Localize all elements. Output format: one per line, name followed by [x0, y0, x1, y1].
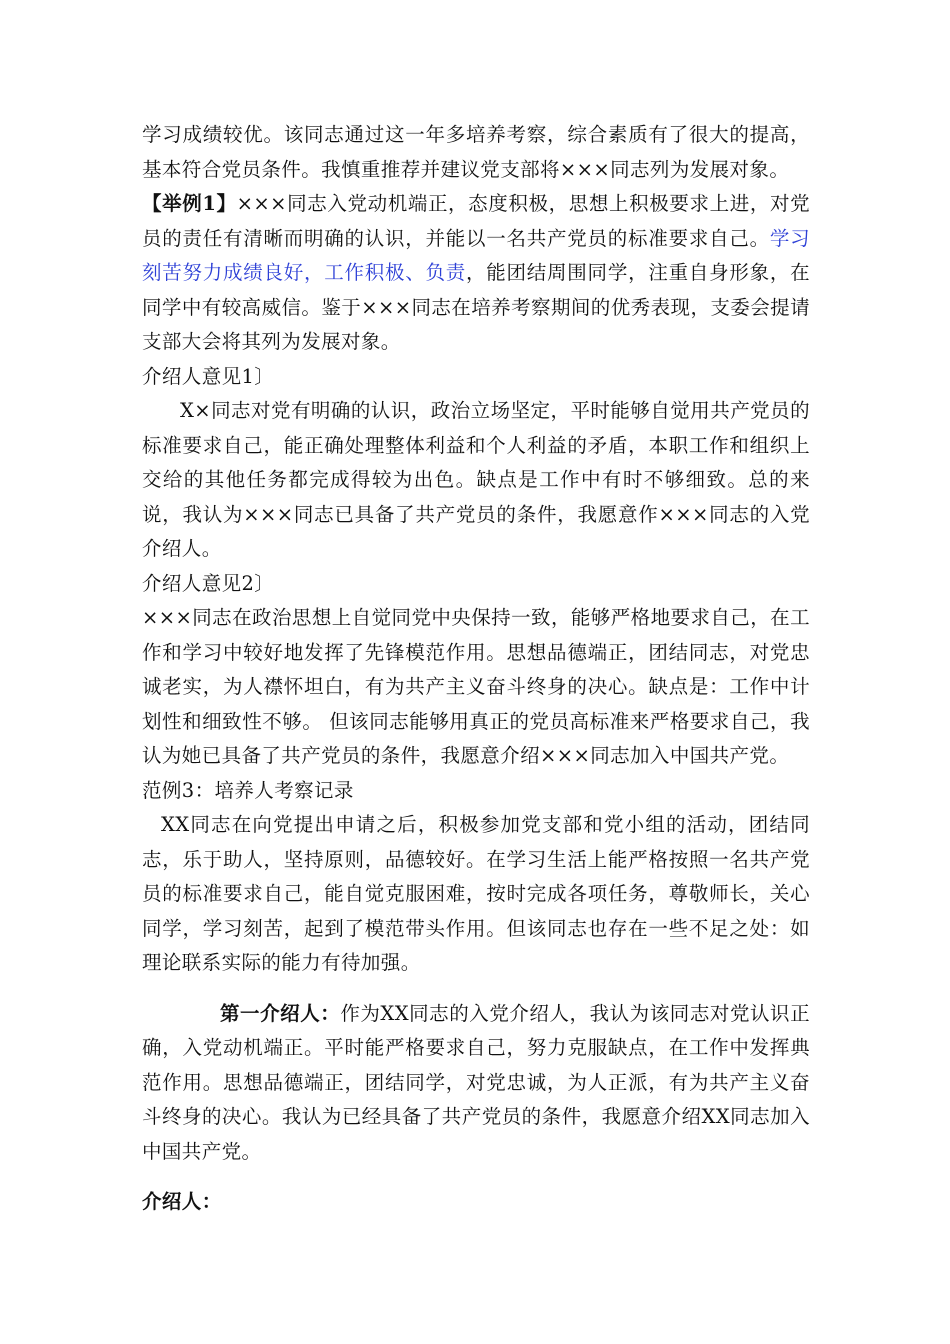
example-3-text: XX同志在向党提出申请之后，积极参加党支部和党小组的活动，团结同志，乐于助人，坚持原则，品德较好。在学习生活上能严格按照一名共产党员的标准要求自己，能自觉克服困难，按时完成各项任务，尊敬师长，关心同学，学习刻苦，起到了模范带头作用。但该同志也存在一些不足之处：如理论联系实际的能力有待加强。	[142, 813, 810, 974]
example-1-label: 【举例1】	[142, 192, 237, 215]
example-3-heading: 范例3：培养人考察记录	[142, 778, 354, 802]
introducer-signature-label: 介绍人：	[142, 1190, 222, 1213]
introducer-opinion-2-text: ×××同志在政治思想上自觉同党中央保持一致，能够严格地要求自己，在工作和学习中较好地发挥了先锋模范作用。思想品德端正，团结同志，对党忠诚老实，为人襟怀坦白，有为共产主义奋斗终身的决心。缺点是：工作中计划性和细致性不够。 但该同志能够用真正的党员高标准来严格要求自己，我认为她已具备了共产党员的条件，我愿意介绍×××同志加入中国共产党。	[142, 606, 810, 767]
introducer-opinion-1-text: X×同志对党有明确的认识，政治立场坚定，平时能够自觉用共产党员的标准要求自己，能正确处理整体利益和个人利益的矛盾，本职工作和组织上交给的其他任务都完成得较为出色。缺点是工作中有时不够细致。总的来说，我认为×××同志已具备了共产党员的条件，我愿意作×××同志的入党介绍人。	[142, 399, 810, 560]
introducer-opinion-2-heading: 介绍人意见2〕	[142, 571, 275, 595]
introducer-opinion-1-heading: 介绍人意见1〕	[142, 364, 275, 388]
spacer	[142, 1169, 810, 1185]
first-introducer-paragraph	[142, 997, 810, 1170]
example-1-paragraph	[142, 187, 810, 360]
example-1-highlight: 学习刻苦努力成绩良好，工作积极、负责	[142, 226, 810, 284]
document-page	[142, 118, 810, 1220]
example-1-text-b: ，能团结周围同学，注重自身形象，在同学中有较高威信。鉴于×××同志在培养考察期间的优秀表现，支委会提请支部大会将其列为发展对象。	[142, 261, 810, 353]
example-1-text-a: ×××同志入党动机端正，态度积极，思想上积极要求上进，对党员的责任有清晰而明确的认识，并能以一名共产党员的标准要求自己。	[142, 192, 810, 250]
first-introducer-label: 第一介绍人：	[220, 1001, 341, 1025]
first-introducer-text: 作为XX同志的入党介绍人，我认为该同志对党认识正确，入党动机端正。平时能严格要求自己，努力克服缺点，在工作中发挥典范作用。思想品德端正，团结同学，对党忠诚，为人正派，有为共产主义奋斗终身的决心。我认为已经具备了共产党员的条件，我愿意介绍XX同志加入中国共产党。	[142, 1001, 810, 1163]
spacer	[142, 981, 810, 997]
paragraph-continuation: 学习成绩较优。该同志通过这一年多培养考察，综合素质有了很大的提高，基本符合党员条件。我慎重推荐并建议党支部将×××同志列为发展对象。	[142, 123, 810, 181]
